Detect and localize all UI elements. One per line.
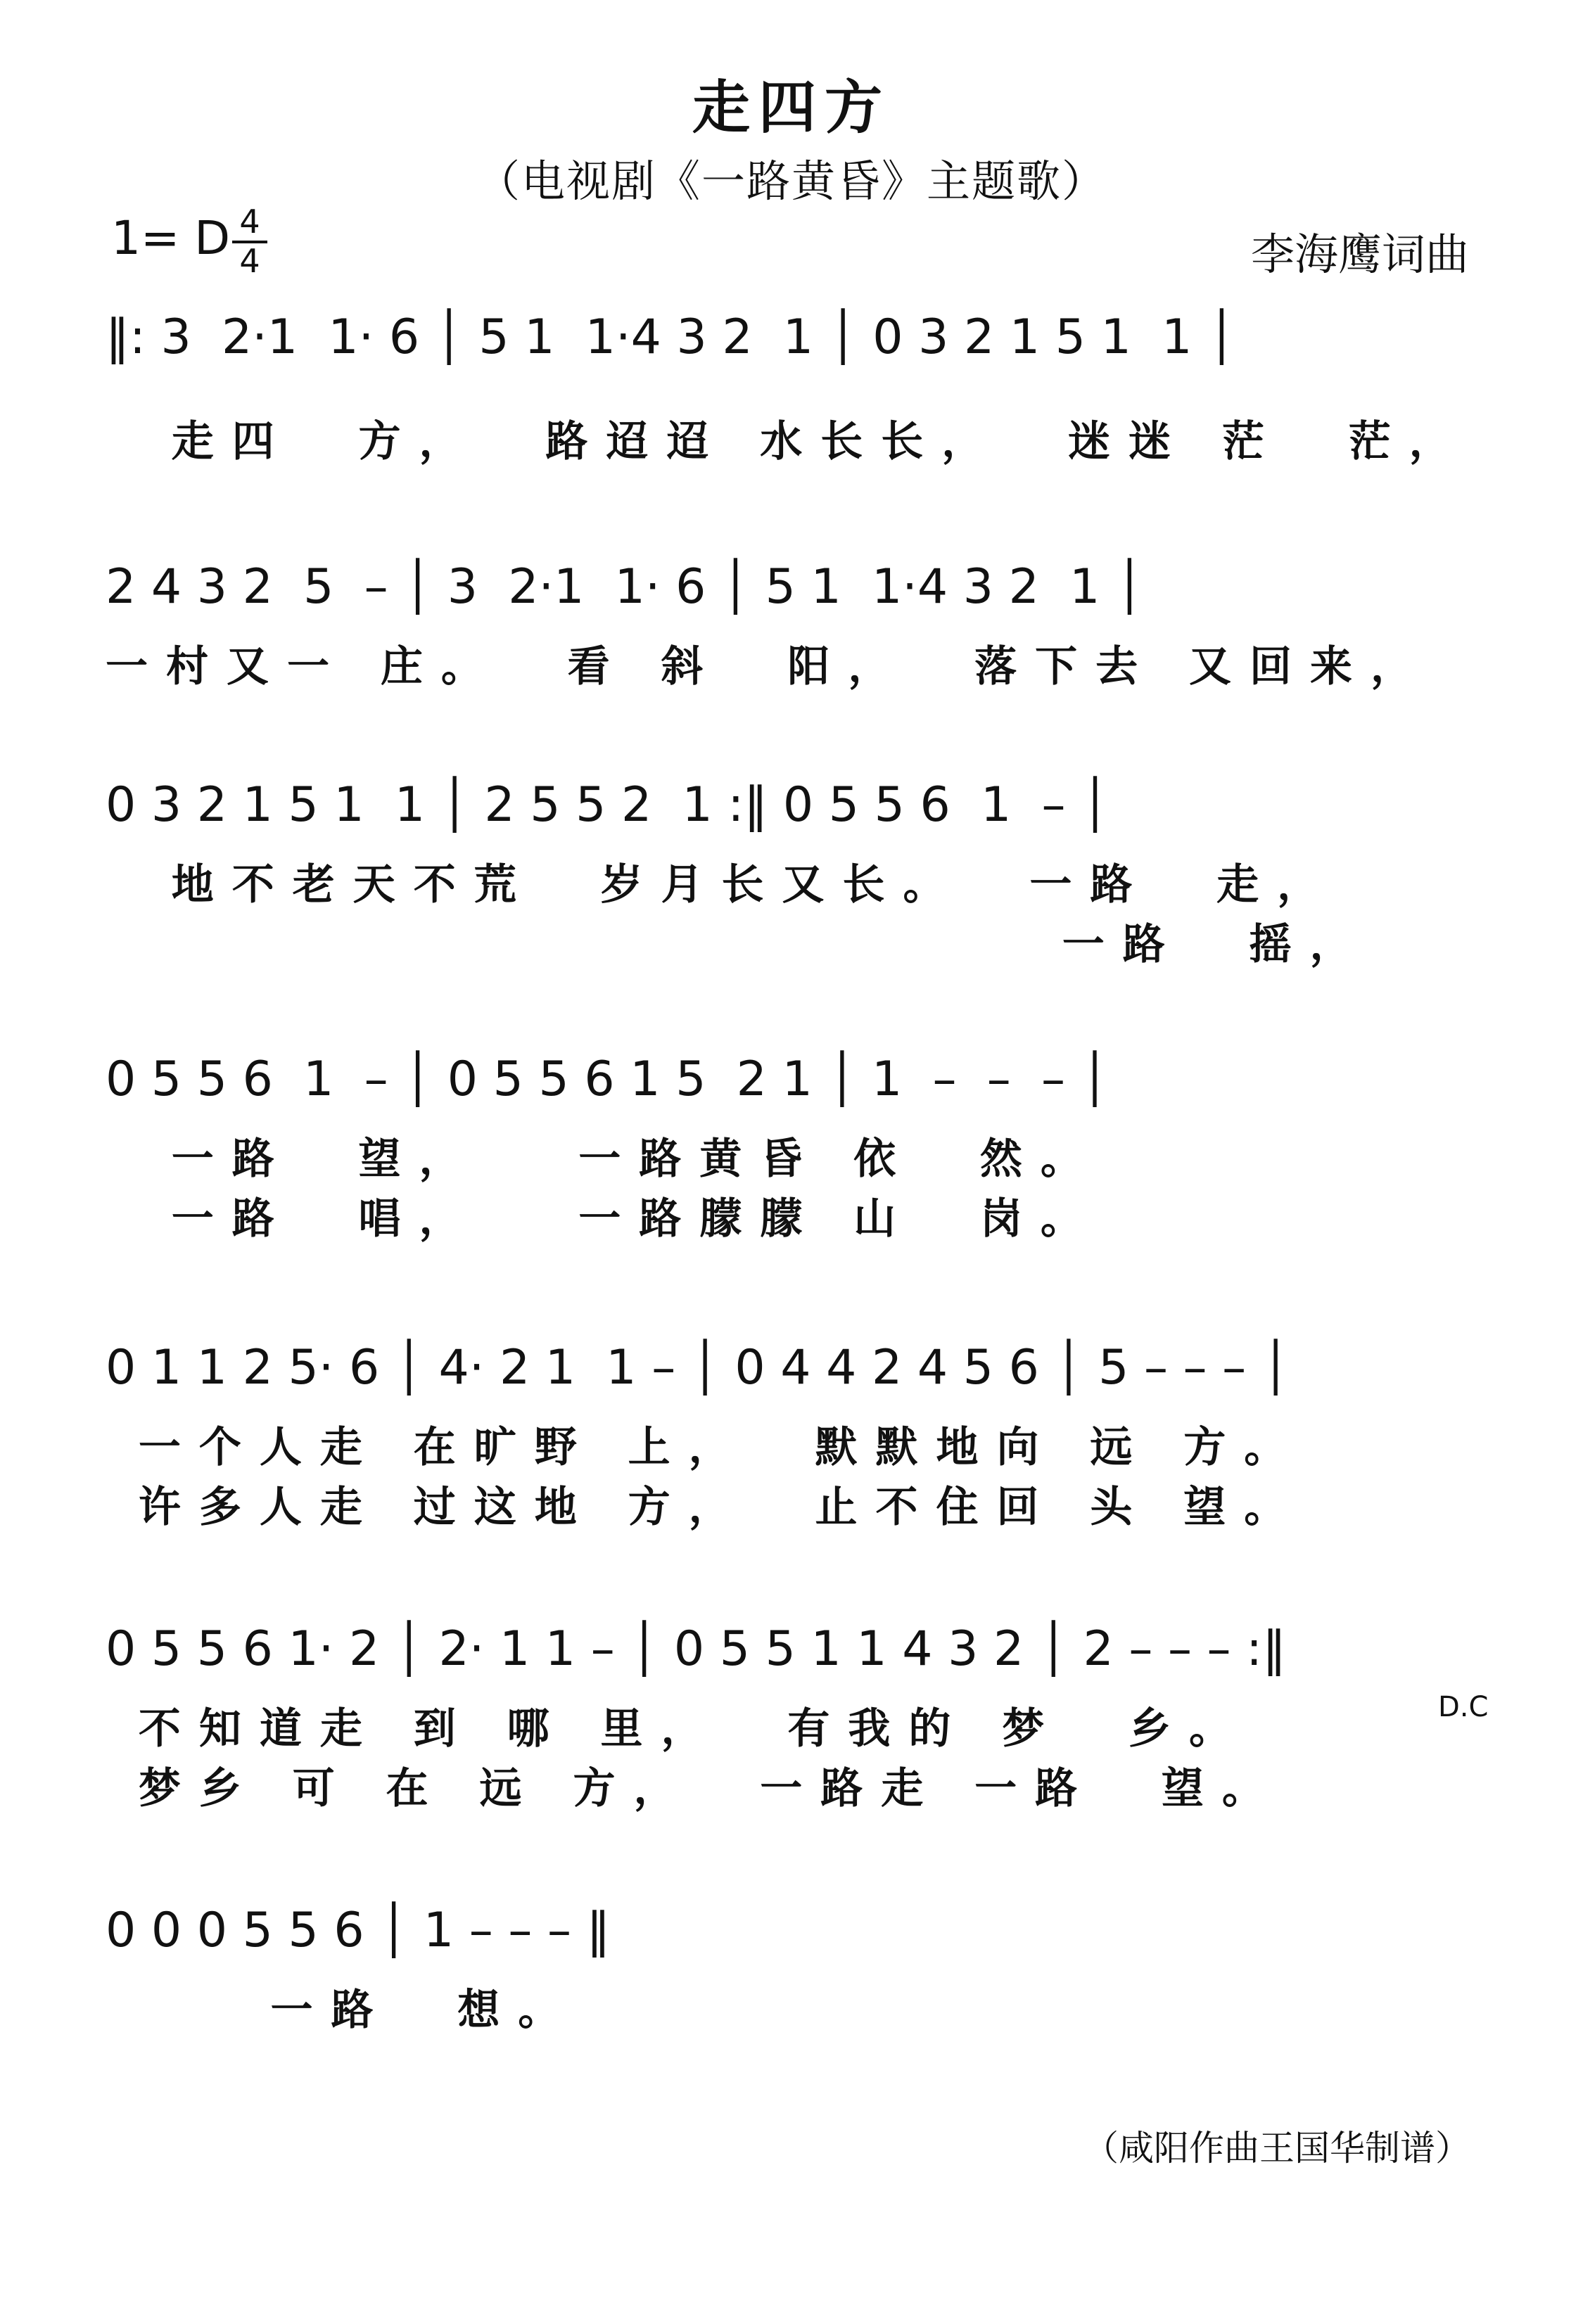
notes-line-7: 0 0 0 5 5 6 │ 1 – – – ‖ [106, 1903, 611, 1958]
lyrics-line-2: 一村又一 庄。 看 斜 阳， 落下去 又回来， [106, 642, 1431, 691]
lyrics-line-1: 走四 方， 路迢迢 水长长， 迷迷 茫 茫， [106, 417, 1470, 466]
notes-line-4: 0 5 5 6 1 – │ 0 5 5 6 1 5 2 1 │ 1 – – – │ [106, 1052, 1110, 1107]
notes-line-2: 2 4 3 2 5 – │ 3 2·1 1· 6 │ 5 1 1·4 3 2 1 │ [106, 559, 1144, 615]
lyrics-line-5b: 许多人走 过这地 方， 止不住回 头 望。 [106, 1483, 1305, 1532]
dc-mark: D.C [1438, 1691, 1489, 1723]
notes-line-6: 0 5 5 6 1· 2 │ 2· 1 1 – │ 0 5 5 1 1 4 3 2 │ 2 – – – :‖ [106, 1621, 1287, 1677]
time-signature [232, 203, 267, 280]
lyrics-line-3b: 一路 摇， [106, 920, 1371, 969]
lyrics-line-3a: 地不老天不荒 岁月长又长。 一路 走， [106, 860, 1338, 909]
time-signature-top: 4 [239, 203, 260, 241]
lyrics-line-6a: 不知道走 到 哪 里， 有我的 梦 乡。 [106, 1704, 1250, 1754]
lyrics-line-5a: 一个人走 在旷野 上， 默默地向 远 方。 [106, 1423, 1305, 1472]
notes-line-3: 0 3 2 1 5 1 1 │ 2 5 5 2 1 :‖ 0 5 5 6 1 – │ [106, 777, 1110, 833]
lyrics-line-4b: 一路 唱， 一路朦朦 山 岗。 [106, 1194, 1101, 1244]
song-title: 走四方 [692, 74, 891, 141]
lyrics-line-7: 一路 想。 [106, 1986, 579, 2035]
lyrics-line-6b: 梦乡 可 在 远 方， 一路走 一路 望。 [106, 1764, 1283, 1813]
time-signature-bottom: 4 [239, 242, 260, 280]
composer-credit: 李海鹰词曲 [1250, 229, 1469, 280]
key-signature: 1= D [111, 211, 231, 265]
notes-line-5: 0 1 1 2 5· 6 │ 4· 2 1 1 – │ 0 4 4 2 4 5 6 │ 5 – – – │ [106, 1340, 1290, 1396]
transcriber-credit: （咸阳作曲王国华制谱） [1083, 2128, 1470, 2169]
notes-line-1: ‖: 3 2·1 1· 6 │ 5 1 1·4 3 2 1 │ 0 3 2 1 5 1 1 │ [106, 309, 1236, 365]
lyrics-line-4a: 一路 望， 一路黄昏 依 然。 [106, 1135, 1101, 1184]
song-subtitle: （电视剧《一路黄昏》主题歌） [476, 155, 1107, 207]
